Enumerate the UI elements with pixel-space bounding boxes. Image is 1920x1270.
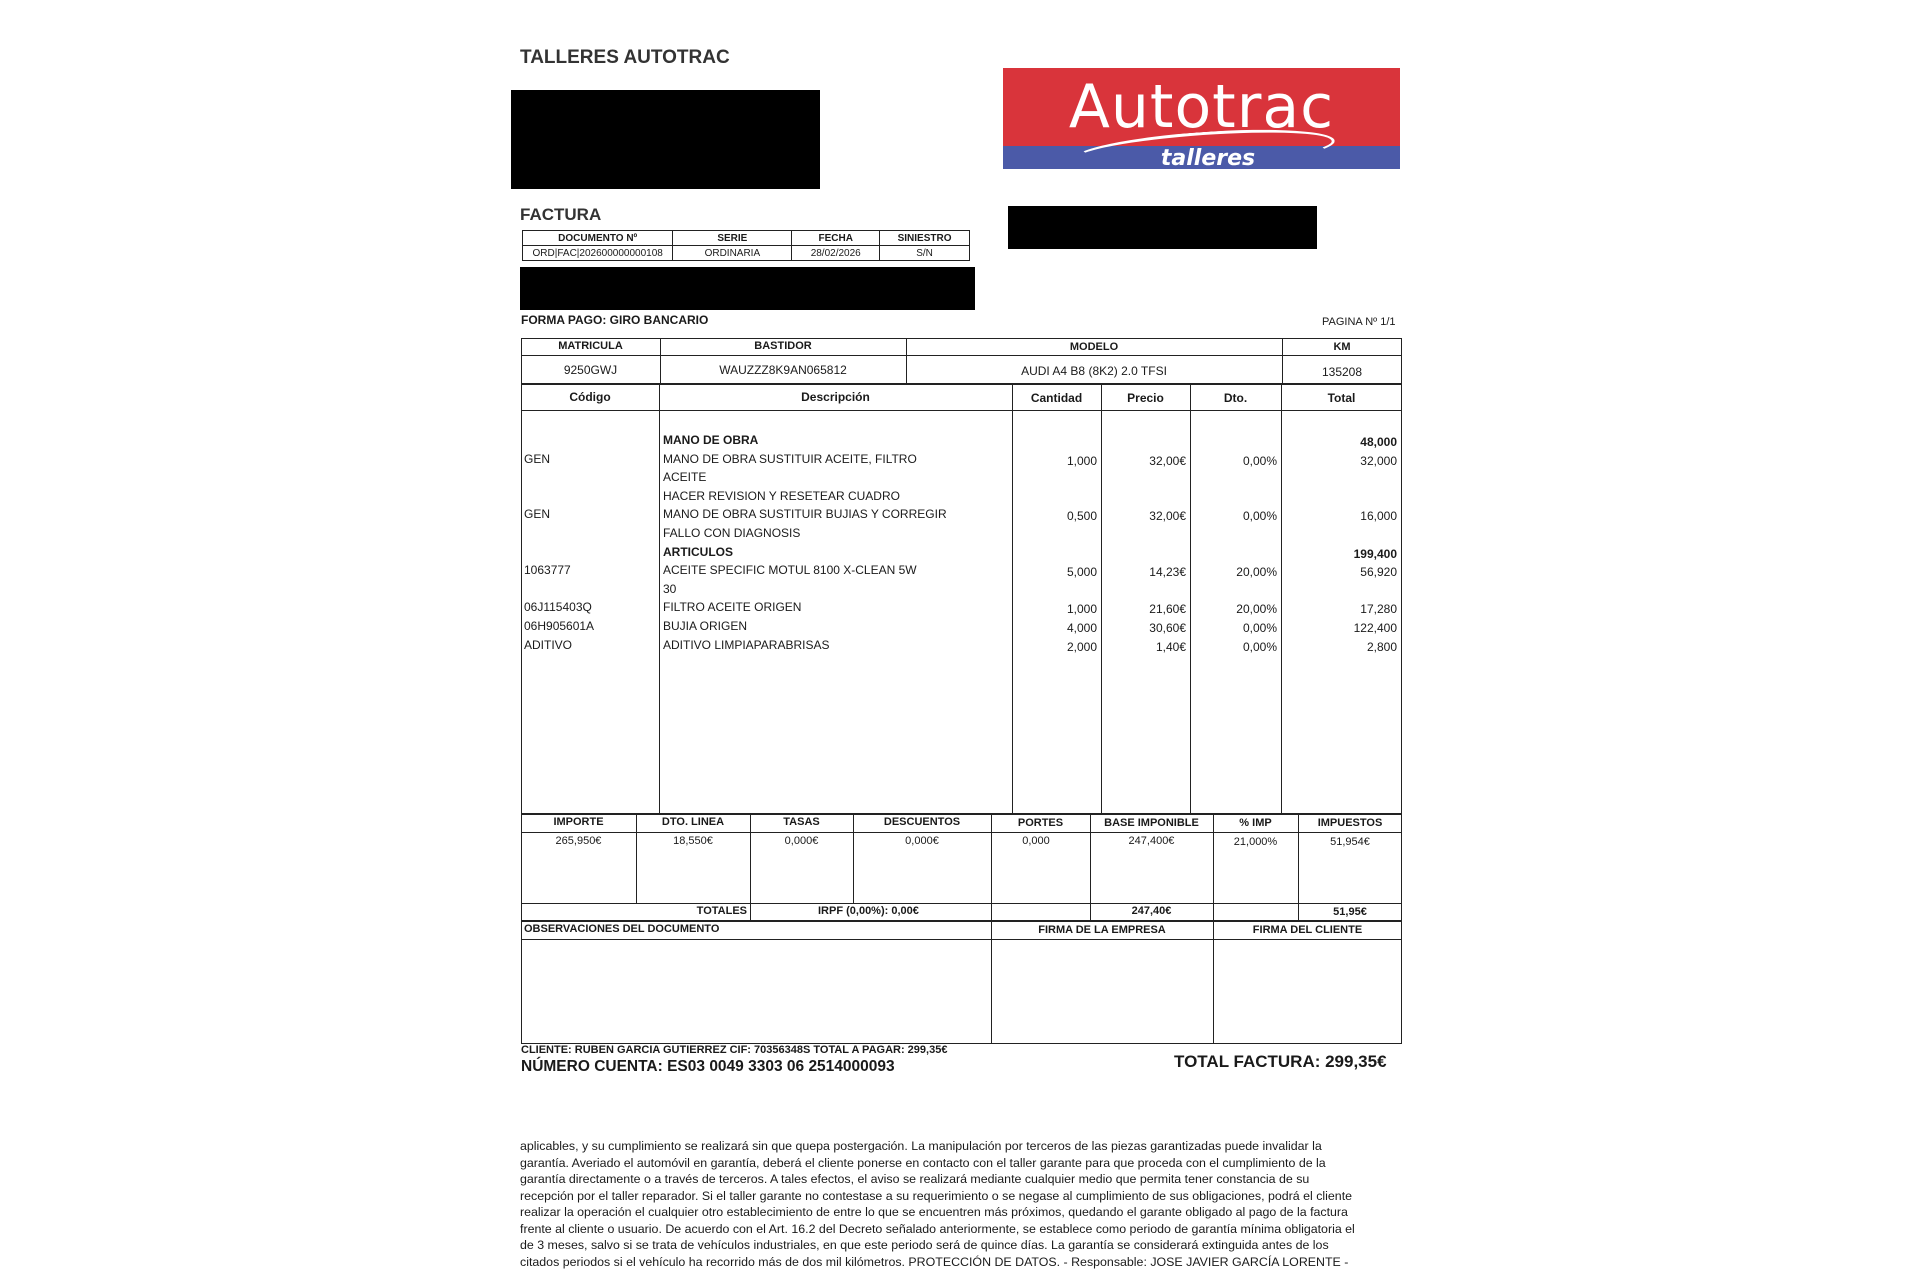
item-descripcion: ACEITE SPECIFIC MOTUL 8100 X-CLEAN 5W [663,563,1008,577]
page-number: PAGINA Nº 1/1 [1322,316,1396,328]
item-total: 16,000 [1281,509,1397,523]
total-factura: TOTAL FACTURA: 299,35€ [1174,1052,1387,1072]
total-header: Total [1281,391,1402,405]
serie-label: SERIE [673,231,792,246]
item-descripcion: MANO DE OBRA SUSTITUIR ACEITE, FILTRO [663,452,1008,466]
item-total: 2,800 [1281,640,1397,654]
imp-pct: 21,000% [1213,836,1298,848]
legal-line: recepción por el taller reparador. Si el taller garante no contestase a su requerimiento o se negase al cumplimiento de sus obligaciones, podrá el cliente [520,1188,1400,1205]
item-precio: 32,00€ [1101,454,1186,468]
totales-label: TOTALES [650,905,747,917]
firma-cliente-label: FIRMA DEL CLIENTE [1213,924,1402,936]
siniestro: S/N [880,246,970,261]
descuentos: 0,000€ [853,835,991,847]
item-precio: 14,23€ [1101,565,1186,579]
document-info-table [522,230,970,261]
items-table [521,384,1402,814]
logo-text: Autotrac [1003,68,1400,146]
item-descripcion: ADITIVO LIMPIAPARABRISAS [663,638,1008,652]
dto-linea-label: DTO. LINEA [636,816,750,828]
item-precio: 30,60€ [1101,621,1186,635]
autotrac-logo [1003,68,1400,169]
item-precio: 32,00€ [1101,509,1186,523]
impuestos-label: IMPUESTOS [1298,817,1402,829]
portes: 0,000 [991,835,1081,847]
item-cantidad: 1,000 [1012,602,1097,616]
legal-line: frente al cliente o usuario. De acuerdo con el Art. 16.2 del Decreto señalado anteriormente, se establece como periodo de garantía mínima obligatoria el [520,1221,1400,1238]
item-dto: 0,00% [1190,640,1277,654]
item-total: 32,000 [1281,454,1397,468]
item-codigo: ADITIVO [524,638,654,652]
redacted-client-address [520,267,975,310]
km-label: KM [1282,341,1402,353]
precio-header: Precio [1101,391,1190,405]
fecha-label: FECHA [792,231,880,246]
item-total: 122,400 [1281,621,1397,635]
item-descripcion: BUJIA ORIGEN [663,619,1008,633]
item-precio: 1,40€ [1101,640,1186,654]
importe-label: IMPORTE [521,816,636,828]
matricula: 9250GWJ [521,363,660,377]
item-descripcion: ARTICULOS [663,545,1008,559]
item-total: 48,000 [1281,435,1397,449]
document-title: FACTURA [520,205,601,225]
tasas-label: TASAS [750,816,853,828]
item-dto: 20,00% [1190,602,1277,616]
observaciones-label: OBSERVACIONES DEL DOCUMENTO [524,923,719,935]
descripcion-header: Descripción [659,390,1012,404]
km: 135208 [1282,365,1402,379]
legal-line: garantía directamente o a través de terceros. A tales efectos, el aviso se realizará mediante cualquier medio que permita tener constancia de su [520,1171,1400,1188]
legal-line: garantía. Averiado el automóvil en garantía, deberá el cliente ponerse en contacto con el taller garante para que proceda con el cumplimiento de la [520,1155,1400,1172]
tasas: 0,000€ [750,835,853,847]
item-total: 199,400 [1281,547,1397,561]
item-codigo: GEN [524,507,654,521]
item-codigo: 06H905601A [524,619,654,633]
firma-empresa-label: FIRMA DE LA EMPRESA [991,924,1213,936]
item-descripcion: MANO DE OBRA [663,433,1008,447]
item-dto: 0,00% [1190,454,1277,468]
item-cantidad: 0,500 [1012,509,1097,523]
redacted-address [511,90,820,189]
item-dto: 0,00% [1190,509,1277,523]
logo-subtext: talleres [1108,148,1308,169]
item-dto: 0,00% [1190,621,1277,635]
descuentos-label: DESCUENTOS [853,816,991,828]
item-codigo: 06J115403Q [524,600,654,614]
legal-line: aplicables, y su cumplimiento se realizará sin que quepa postergación. La manipulación por terceros de las piezas garantizadas puede invalidar la [520,1138,1400,1155]
item-descripcion: HACER REVISION Y RESETEAR CUADRO [663,489,1008,503]
item-descripcion: ACEITE [663,470,1008,484]
item-cantidad: 4,000 [1012,621,1097,635]
portes-label: PORTES [991,817,1090,829]
item-codigo: GEN [524,452,654,466]
item-cantidad: 1,000 [1012,454,1097,468]
serie: ORDINARIA [673,246,792,261]
matricula-label: MATRICULA [521,340,660,352]
modelo: AUDI A4 B8 (8K2) 2.0 TFSI [906,364,1282,378]
siniestro-label: SINIESTRO [880,231,970,246]
item-total: 56,920 [1281,565,1397,579]
doc-number: ORD|FAC|202600000000108 [523,246,673,261]
base-imponible: 247,400€ [1090,835,1213,847]
bastidor: WAUZZZ8K9AN065812 [660,363,906,377]
item-dto: 20,00% [1190,565,1277,579]
impuestos: 51,954€ [1298,836,1402,848]
redacted-client-info [1008,206,1317,249]
dto-header: Dto. [1190,391,1281,405]
company-name: TALLERES AUTOTRAC [520,47,730,69]
modelo-label: MODELO [906,341,1282,353]
item-descripcion: FILTRO ACEITE ORIGEN [663,600,1008,614]
doc-number-label: DOCUMENTO Nº [523,231,673,246]
cliente-line: CLIENTE: RUBEN GARCIA GUTIERREZ CIF: 70356348S TOTAL A PAGAR: 299,35€ [521,1044,947,1056]
base-imponible-label: BASE IMPONIBLE [1090,817,1213,829]
dto-linea: 18,550€ [636,835,750,847]
importe: 265,950€ [521,835,636,847]
imp-pct-label: % IMP [1213,817,1298,829]
cantidad-header: Cantidad [1012,391,1101,405]
item-descripcion: MANO DE OBRA SUSTITUIR BUJIAS Y CORREGIR [663,507,1008,521]
item-codigo: 1063777 [524,563,654,577]
base-total: 247,40€ [1090,905,1213,917]
item-total: 17,280 [1281,602,1397,616]
item-descripcion: 30 [663,582,1008,596]
impuestos-total: 51,95€ [1298,906,1402,918]
legal-line: realizar la operación el cualquier otro establecimiento de entre lo que se encuentren más próximos, quedando el garante obligado al pago de la factura [520,1204,1400,1221]
codigo-header: Código [521,390,659,404]
item-cantidad: 5,000 [1012,565,1097,579]
item-descripcion: FALLO CON DIAGNOSIS [663,526,1008,540]
legal-text [520,1138,1400,1270]
item-precio: 21,60€ [1101,602,1186,616]
irpf: IRPF (0,00%): 0,00€ [818,905,919,917]
bastidor-label: BASTIDOR [660,340,906,352]
fecha: 28/02/2026 [792,246,880,261]
legal-line: citados periodos si el vehículo ha recorrido más de dos mil kilómetros. PROTECCIÓN DE DATOS. - Responsable: JOSE JAVIER GARCÍA LORENTE - [520,1254,1400,1270]
numero-cuenta: NÚMERO CUENTA: ES03 0049 3303 06 2514000093 [521,1058,895,1076]
legal-line: de 3 meses, salvo si se trata de vehículos industriales, en que este periodo será de quince días. La garantía se considerará extinguida antes de los [520,1237,1400,1254]
forma-pago: FORMA PAGO: GIRO BANCARIO [521,313,708,327]
item-cantidad: 2,000 [1012,640,1097,654]
